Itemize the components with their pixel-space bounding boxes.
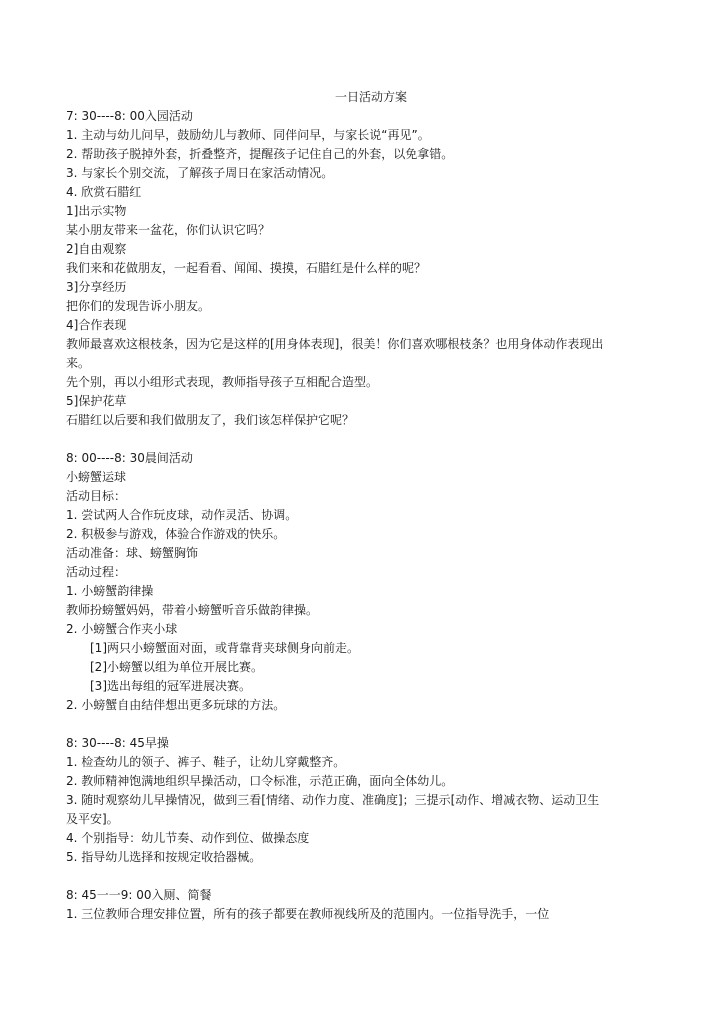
text-line: [1]两只小螃蟹面对面，或背靠背夹球侧身向前走。	[90, 641, 359, 655]
text-line: 教师最喜欢这根枝条，因为它是这样的[用身体表现]，很美！你们喜欢哪根枝条？也用身体动作表现出来。	[66, 337, 604, 370]
text-line: 1]出示实物	[66, 204, 127, 218]
text-line: 先个别，再以小组形式表现，教师指导孩子互相配合造型。	[66, 375, 379, 389]
text-line: 4]合作表现	[66, 318, 127, 332]
text-line: 石腊红以后要和我们做朋友了，我们该怎样保护它呢？	[66, 413, 355, 427]
text-line: 1. 三位教师合理安排位置，所有的孩子都要在教师视线所及的范围内。一位指导洗手，一位	[66, 907, 550, 921]
text-line: 3. 与家长个别交流，了解孩子周日在家活动情况。	[66, 166, 334, 180]
text-line: 8: 00----8: 30晨间活动	[66, 451, 193, 465]
text-line: 5]保护花草	[66, 394, 127, 408]
text-line: 2. 积极参与游戏，体验合作游戏的快乐。	[66, 527, 286, 541]
text-line: 我们来和花做朋友，一起看看、闻闻、摸摸，石腊红是什么样的呢？	[66, 261, 427, 275]
text-line: 2. 小螃蟹合作夹小球	[66, 622, 178, 636]
text-line: 1. 尝试两人合作玩皮球，动作灵活、协调。	[66, 508, 298, 522]
text-line: 把你们的发现告诉小朋友。	[66, 299, 211, 313]
text-line: 某小朋友带来一盆花，你们认识它吗？	[66, 223, 271, 237]
text-line: 教师扮螃蟹妈妈，带着小螃蟹听音乐做韵律操。	[66, 603, 319, 617]
text-line: 2. 教师精神饱满地组织早操活动，口令标准，示范正确，面向全体幼儿。	[66, 774, 454, 788]
blank-line	[66, 715, 666, 734]
text-line: 活动目标：	[66, 489, 127, 503]
blank-line	[66, 430, 666, 449]
text-line: 7: 30----8: 00入园活动	[66, 109, 193, 123]
document-body	[66, 107, 666, 924]
text-line: 8: 30----8: 45早操	[66, 736, 169, 750]
text-line: 1. 主动与幼儿问早，鼓励幼儿与教师、同伴问早，与家长说“再见”。	[66, 128, 430, 142]
text-line: 2. 小螃蟹自由结伴想出更多玩球的方法。	[66, 698, 286, 712]
text-line: 8: 45一一9: 00入厕、简餐	[66, 888, 212, 902]
text-line: 小螃蟹运球	[66, 470, 127, 484]
text-line: 4. 个别指导：幼儿节奏、动作到位、做操态度	[66, 831, 310, 845]
text-line: 3. 随时观察幼儿早操情况，做到三看[情绪、动作力度、准确度]；三提示[动作、增减衣物、运动卫生及平安]。	[66, 793, 600, 826]
text-line: 2. 帮助孩子脱掉外套，折叠整齐，提醒孩子记住自己的外套，以免拿错。	[66, 147, 454, 161]
text-line: 1. 检查幼儿的领子、裤子、鞋子，让幼儿穿戴整齐。	[66, 755, 346, 769]
text-line: 5. 指导幼儿选择和按规定收拾器械。	[66, 850, 262, 864]
text-line: [2]小螃蟹以组为单位开展比赛。	[90, 660, 263, 674]
blank-line	[66, 867, 666, 886]
document-page	[66, 88, 666, 924]
document-title: 一日活动方案	[334, 90, 407, 104]
text-line: 4. 欣赏石腊红	[66, 185, 142, 199]
text-line: 1. 小螃蟹韵律操	[66, 584, 154, 598]
text-line: 3]分享经历	[66, 280, 127, 294]
text-line: 活动过程：	[66, 565, 127, 579]
text-line: 2]自由观察	[66, 242, 127, 256]
text-line: [3]选出每组的冠军进展决赛。	[90, 679, 251, 693]
text-line: 活动准备：球、螃蟹胸饰	[66, 546, 199, 560]
